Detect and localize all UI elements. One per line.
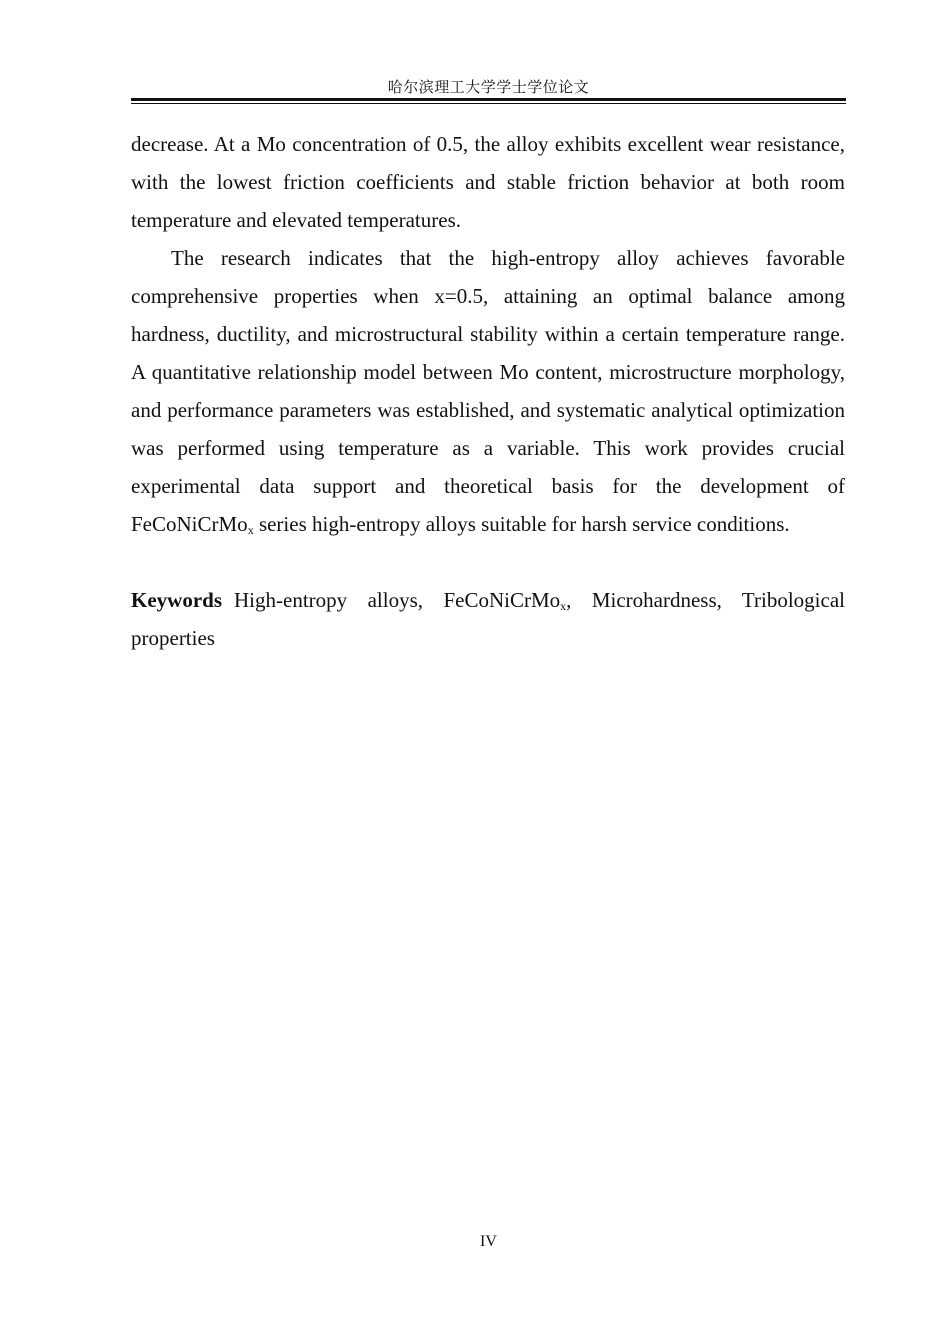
paragraph-text: series high-entropy alloys suitable for harsh service conditions. — [253, 512, 790, 536]
page-number: IV — [480, 1233, 497, 1250]
paragraph-conclusion — [131, 239, 845, 543]
header-rule-thick — [131, 98, 846, 101]
formula-subscript: x — [247, 523, 254, 537]
keywords-text: , Microhardness, Tribological properties — [131, 588, 845, 650]
header-rule-thin — [131, 103, 846, 104]
page-header-title: 哈尔滨理工大学学士学位论文 — [387, 80, 590, 96]
formula-base: FeCoNiCrMo — [131, 512, 248, 536]
formula-subscript: x — [560, 599, 567, 613]
keywords-label: Keywords — [131, 588, 222, 612]
main-content — [131, 125, 845, 657]
paragraph-text: The research indicates that the high-entropy alloy achieves favorable comprehensive properties when x=0.5, attaining an optimal balance among hardness, ductility, and microstructural stability within a certain temperature range. A quantitative relationship model between Mo content, microstructure morphology, and performance parameters was established, and systematic analytical optimization was performed using temperature as a variable. This work provides crucial experimental data support and theoretical basis for the development of — [131, 246, 845, 498]
keywords-line — [131, 581, 845, 657]
paragraph-continuation: decrease. At a Mo concentration of 0.5, the alloy exhibits excellent wear resistance, with the lowest friction coefficients and stable friction behavior at both room temperature and elevated temperatures. — [131, 132, 845, 232]
formula-base: FeCoNiCrMo — [443, 588, 561, 612]
keywords-text: High-entropy alloys, — [234, 588, 444, 612]
